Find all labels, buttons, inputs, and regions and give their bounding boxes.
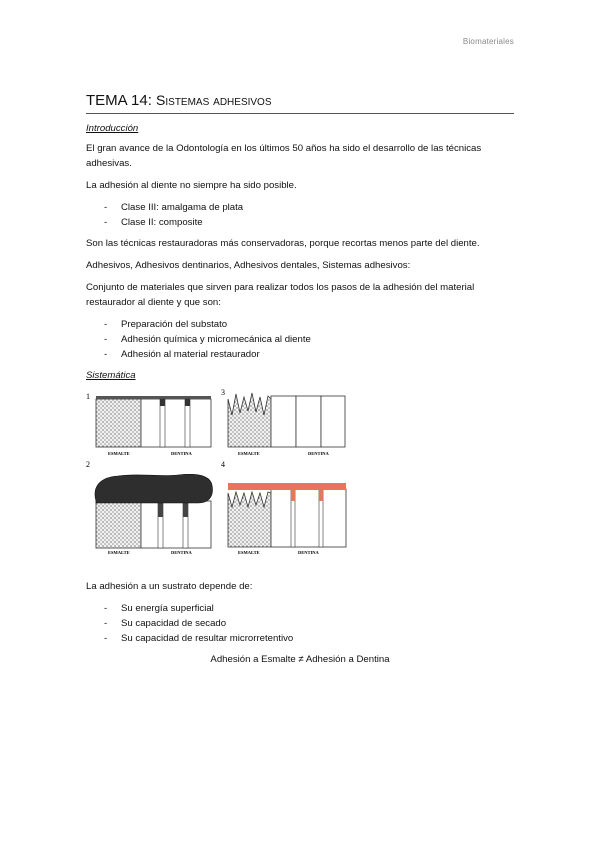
resin-tag xyxy=(158,501,163,517)
section-heading-systematics: Sistemática xyxy=(86,370,136,381)
enamel-block xyxy=(96,399,141,447)
smear-layer xyxy=(96,396,211,399)
document-body xyxy=(86,121,514,674)
substrate-list xyxy=(86,601,514,646)
steps-list xyxy=(86,317,514,362)
list-item: - Clase II: composite xyxy=(86,215,514,230)
dentin-block xyxy=(271,396,296,447)
panel-number: 2 xyxy=(86,460,90,469)
panel-1 xyxy=(96,396,211,456)
list-item: - Preparación del substato xyxy=(86,317,514,332)
classes-list xyxy=(86,200,514,230)
restorative-layer xyxy=(228,483,346,490)
dentin-block xyxy=(296,396,321,447)
tubule-plug xyxy=(160,399,165,406)
dentin-tubule xyxy=(160,399,165,447)
list-item: - Su capacidad de secado xyxy=(86,616,514,631)
list-item: - Su energía superficial xyxy=(86,601,514,616)
page-title xyxy=(86,92,514,114)
enamel-block xyxy=(228,492,271,547)
panel-4 xyxy=(228,483,346,555)
paragraph: La adhesión al diente no siempre ha sido posible. xyxy=(86,180,297,191)
resin-tag xyxy=(291,489,295,501)
panel-number: 4 xyxy=(221,460,225,469)
etched-enamel xyxy=(228,393,271,447)
paragraph: Son las técnicas restauradoras más conservadoras, porque recortas menos parte del diente. xyxy=(86,238,480,249)
adhesive-layer xyxy=(95,474,213,503)
panel-3 xyxy=(228,393,345,456)
dentin-block xyxy=(321,396,345,447)
list-item: - Clase III: amalgama de plata xyxy=(86,200,514,215)
label-enamel: ESMALTE xyxy=(108,550,130,555)
label-enamel: ESMALTE xyxy=(108,451,130,456)
dentin-block xyxy=(141,399,211,447)
list-item: - Adhesión química y micromecánica al diente xyxy=(86,332,514,347)
label-enamel: ESMALTE xyxy=(238,550,260,555)
label-dentin: DENTINA xyxy=(308,451,329,456)
dentin-block xyxy=(271,489,346,547)
paragraph: La adhesión a un sustrato depende de: xyxy=(86,581,253,592)
paragraph: Conjunto de materiales que sirven para realizar todos los pasos de la adhesión del material restaurador al diente y que son: xyxy=(86,282,475,308)
dentin-block xyxy=(141,501,211,548)
paragraph: Adhesivos, Adhesivos dentinarios, Adhesivos dentales, Sistemas adhesivos: xyxy=(86,260,411,271)
panel-number: 1 xyxy=(86,392,90,401)
section-heading-intro: Introducción xyxy=(86,123,139,134)
title-main: TEMA 14: xyxy=(86,92,157,109)
label-dentin: DENTINA xyxy=(298,550,319,555)
label-dentin: DENTINA xyxy=(171,451,192,456)
conclusion: Adhesión a Esmalte ≠ Adhesión a Dentina xyxy=(210,654,390,665)
label-enamel: ESMALTE xyxy=(238,451,260,456)
dentin-tubule xyxy=(185,399,190,447)
title-subtitle: Sistemas adhesivos xyxy=(156,92,272,108)
tubule-plug xyxy=(185,399,190,406)
paragraph: El gran avance de la Odontología en los últimos 50 años ha sido el desarrollo de las técnicas adhesivas. xyxy=(86,143,482,169)
header-note: Biomateriales xyxy=(462,37,514,46)
enamel-block xyxy=(96,501,141,548)
panel-number: 3 xyxy=(221,389,225,397)
panel-2 xyxy=(95,474,213,555)
resin-tag xyxy=(183,501,188,517)
label-dentin: DENTINA xyxy=(171,550,192,555)
list-item: - Adhesión al material restaurador xyxy=(86,347,514,362)
adhesion-steps-figure xyxy=(86,389,356,559)
list-item: - Su capacidad de resultar microrretentivo xyxy=(86,631,514,646)
resin-tag xyxy=(319,489,323,501)
